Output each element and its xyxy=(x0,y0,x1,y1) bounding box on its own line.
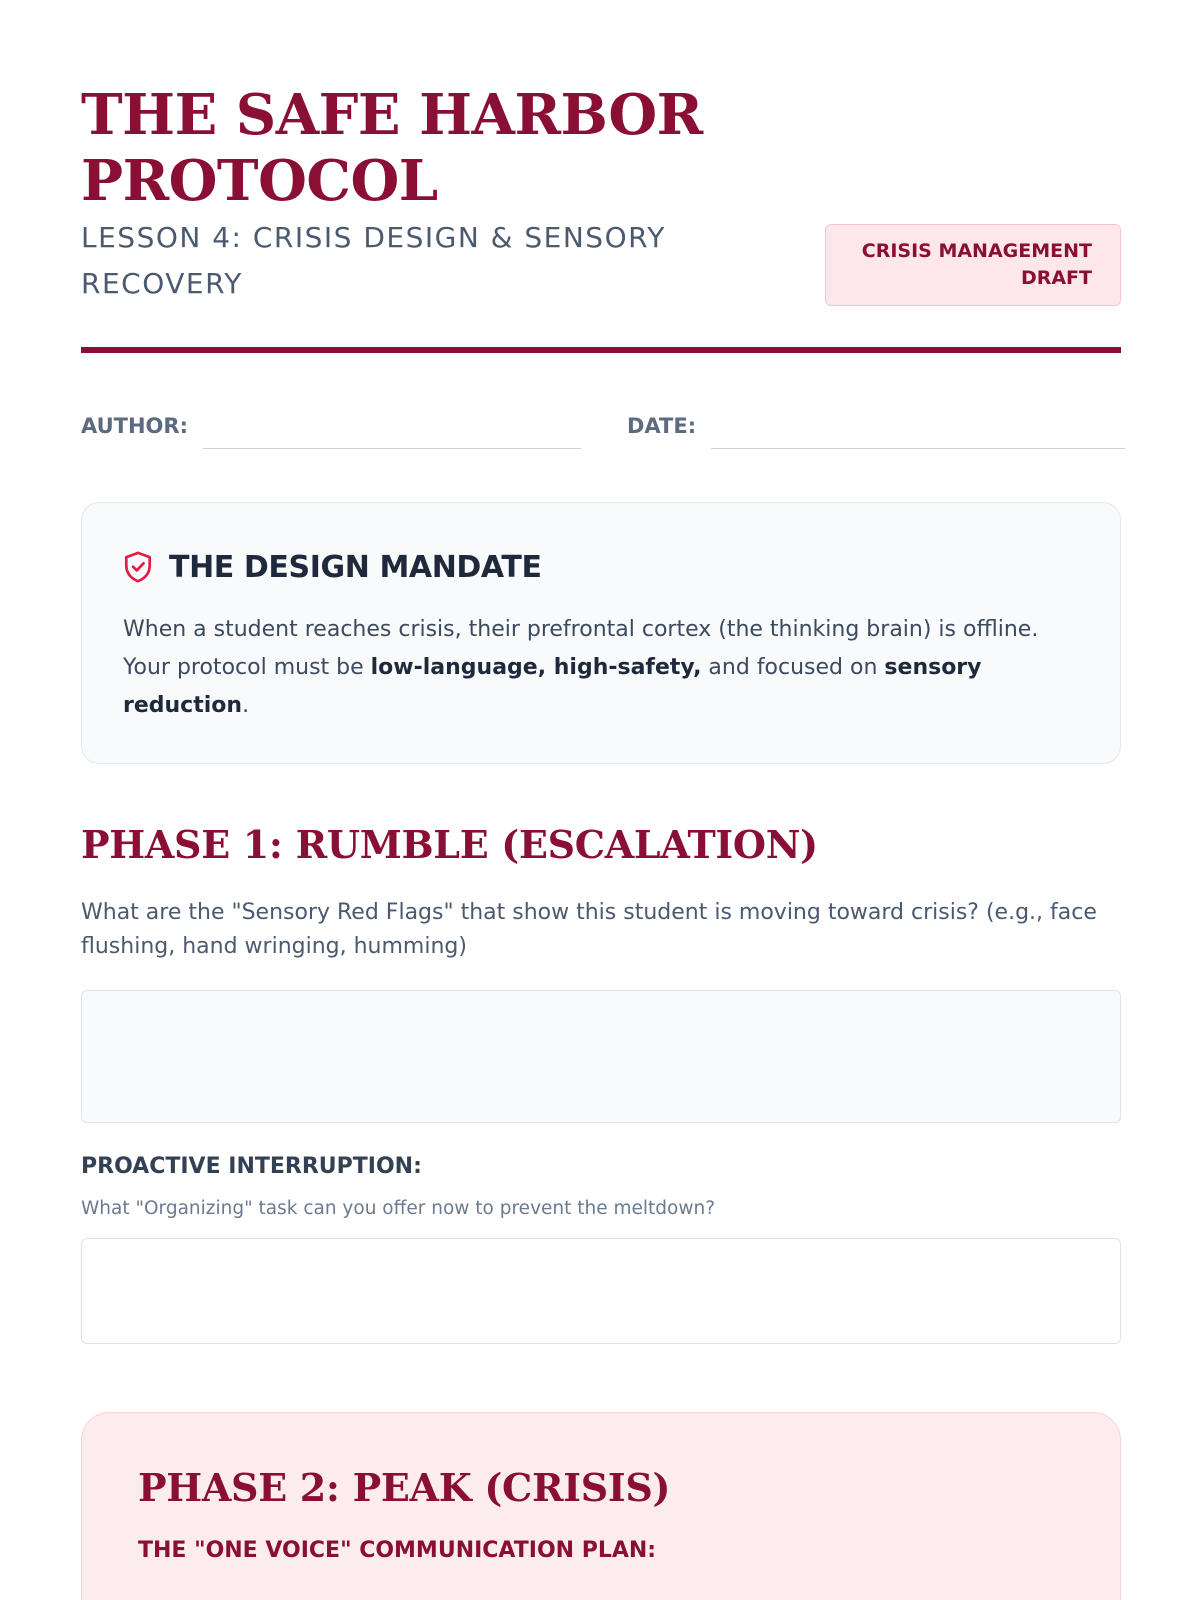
page-title: THE SAFE HARBOR PROTOCOL xyxy=(81,82,703,214)
status-badge: CRISIS MANAGEMENT DRAFT xyxy=(825,224,1121,306)
author-field[interactable] xyxy=(203,446,581,449)
phase2-title: PHASE 2: PEAK (CRISIS) xyxy=(138,1465,671,1510)
phase1-question: What are the "Sensory Red Flags" that show this student is moving toward crisis? (e.g., face flushing, hand wringing, humming) xyxy=(81,900,1097,959)
phase2-panel xyxy=(81,1412,1121,1600)
mandate-header xyxy=(123,547,1080,587)
lesson-subtitle: LESSON 4: CRISIS DESIGN & SENSORY RECOVERY xyxy=(81,221,666,300)
mandate-title: THE DESIGN MANDATE xyxy=(169,549,542,585)
header xyxy=(81,0,1121,360)
red-flags-textarea[interactable] xyxy=(81,990,1121,1123)
author-label: AUTHOR: xyxy=(81,414,188,438)
mandate-emphasis-safety: low-language, high-safety, xyxy=(370,655,702,680)
proactive-interruption-textarea[interactable] xyxy=(81,1238,1121,1344)
worksheet-content xyxy=(81,0,1121,1563)
proactive-interruption-hint: What "Organizing" task can you offer now to prevent the meltdown? xyxy=(81,1198,716,1219)
phase1-title: PHASE 1: RUMBLE (ESCALATION) xyxy=(81,822,818,867)
mandate-text-part-2: and focused on xyxy=(701,655,885,680)
meta-row xyxy=(81,402,1121,452)
proactive-interruption-label: PROACTIVE INTERRUPTION: xyxy=(81,1154,422,1179)
header-divider xyxy=(81,347,1121,353)
mandate-text-part-1: When a student reaches crisis, their prefrontal cortex (the thinking brain) is offline. Your protocol must be xyxy=(123,617,1039,680)
mandate-emphasis-sensory: sensory reduction xyxy=(123,655,982,718)
design-mandate-panel xyxy=(81,502,1121,764)
mandate-text xyxy=(123,611,1063,725)
date-field[interactable] xyxy=(711,446,1125,449)
mandate-text-part-3: . xyxy=(242,693,250,718)
date-label: DATE: xyxy=(627,414,697,438)
shield-check-icon xyxy=(123,551,153,583)
one-voice-plan-heading: THE "ONE VOICE" COMMUNICATION PLAN: xyxy=(138,1538,657,1563)
